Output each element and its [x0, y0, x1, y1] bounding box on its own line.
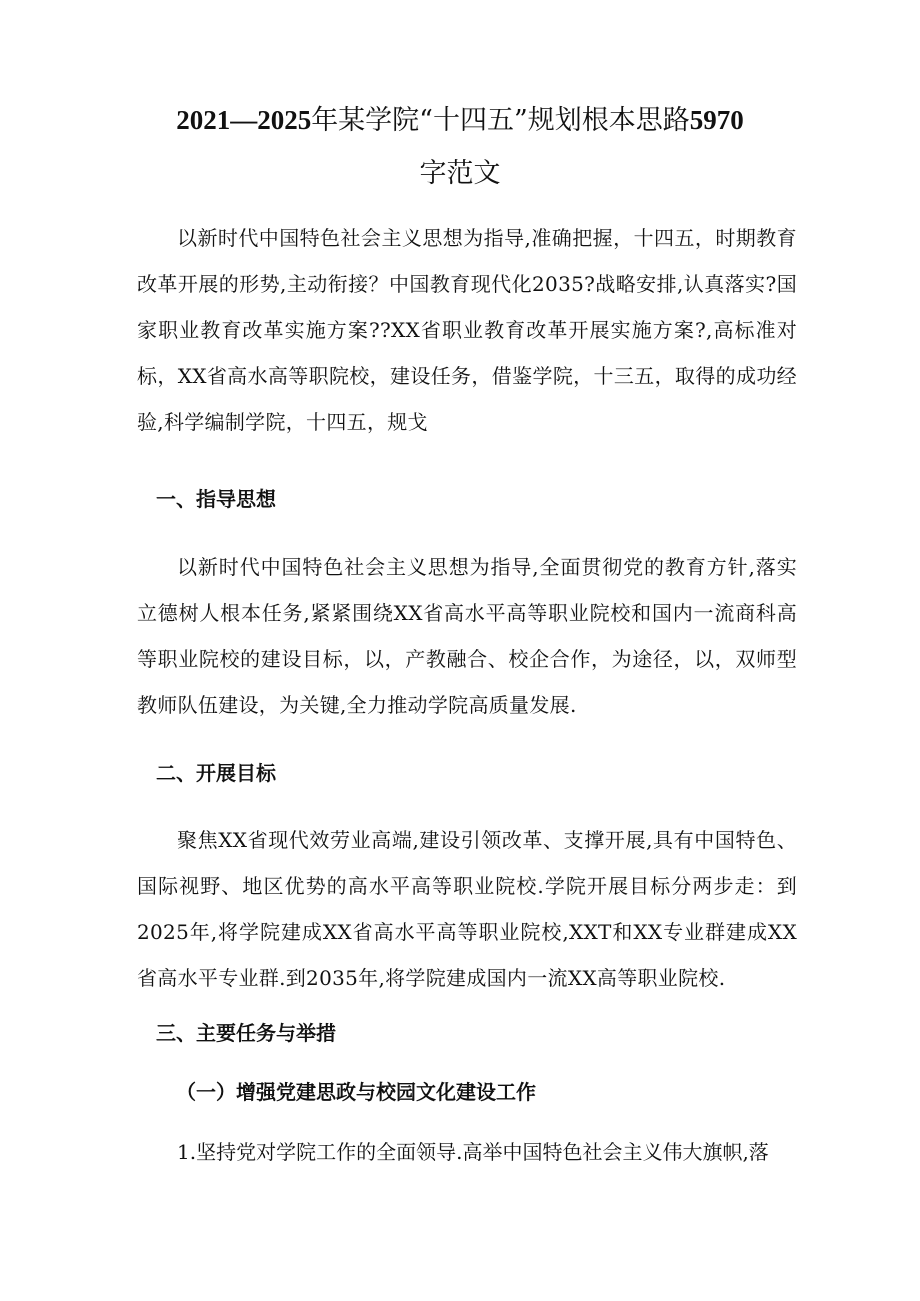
title-year-range: 2021—2025 [176, 105, 312, 135]
document-title-line-1 [100, 100, 820, 141]
title-main-text: 年某学院“十四五”规划根本思路 [311, 105, 690, 136]
list-item-1: 1.坚持党对学院工作的全面领导.高举中国特色社会主义伟大旗帜,落 [177, 1140, 769, 1164]
section-heading-development-goals: 二、开展目标 [156, 761, 276, 785]
document-title-line-2: 字范文 [419, 158, 501, 189]
subsection-heading-party-building: （一）增强党建思政与校园文化建设工作 [176, 1080, 536, 1104]
title-word-count: 5970 [689, 105, 744, 135]
section-body-guiding-ideology: 以新时代中国特色社会主义思想为指导,全面贯彻党的教育方针,落实立德树人根本任务,紧紧围绕XX省高水平高等职业院校和国内一流商科高等职业院校的建设目标，以，产教融合、校企合作，为途径，以，双师型教师队伍建设，为关键,全力推动学院高质量发展. [137, 555, 797, 717]
section-body-development-goals: 聚焦XX省现代效劳业高端,建设引领改革、支撑开展,具有中国特色、国际视野、地区优势的高水平高等职业院校.学院开展目标分两步走：到2025年,将学院建成XX省高水平高等职业院校,XXT和XX专业群建成XX省高水平专业群.到2035年,将学院建成国内一流XX高等职业院校. [137, 828, 797, 990]
section-heading-guiding-ideology: 一、指导思想 [156, 487, 276, 511]
intro-paragraph: 以新时代中国特色社会主义思想为指导,准确把握，十四五，时期教育改革开展的形势,主动衔接？中国教育现代化2035?战略安排,认真落实?国家职业教育改革实施方案??XX省职业教育改革开展实施方案?,高标准对标，XX省高水高等职院校，建设任务，借鉴学院，十三五，取得的成功经验,科学编制学院，十四五，规戈 [137, 226, 797, 434]
section-heading-main-tasks: 三、主要任务与举措 [156, 1021, 336, 1045]
